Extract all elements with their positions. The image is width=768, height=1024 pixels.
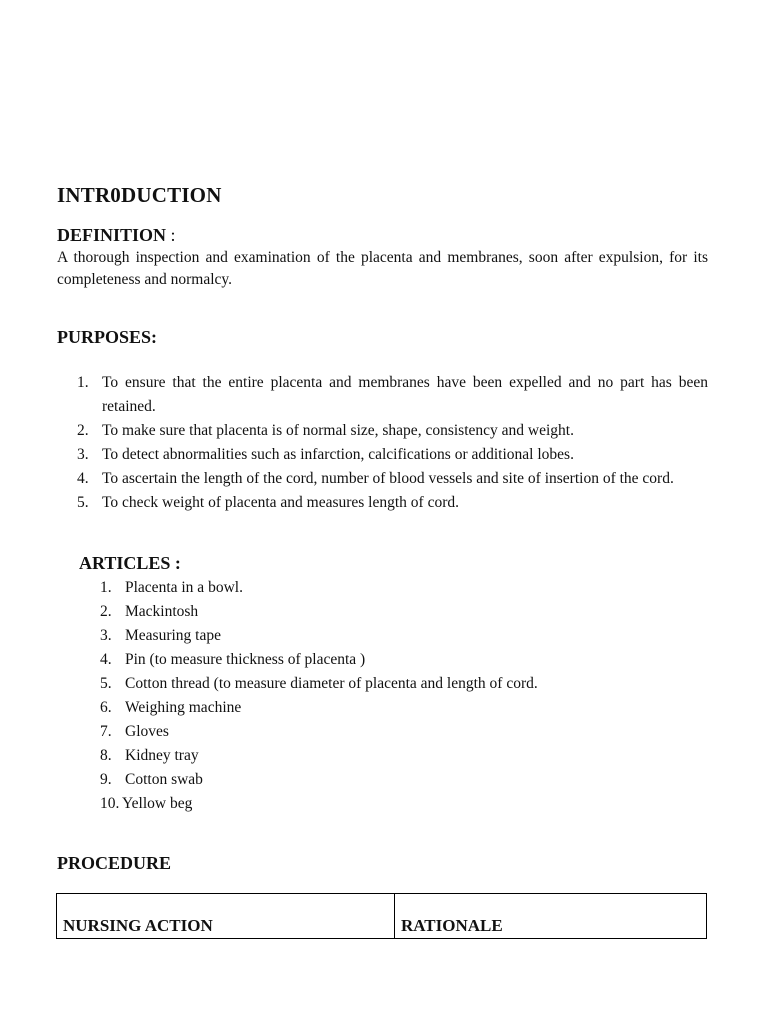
purpose-item [57,371,708,419]
purpose-text: To make sure that placenta is of normal size, shape, consistency and weight. [102,422,574,439]
procedure-table [56,893,707,939]
article-text: Cotton swab [125,771,203,788]
definition-text: A thorough inspection and examination of the placenta and membranes, soon after expulsion, for its completeness and normalcy. [57,249,708,288]
procedure-table-header-row [57,894,707,939]
article-text: Weighing machine [125,699,242,716]
article-text: Gloves [125,723,169,740]
purpose-item [57,467,708,491]
nursing-action-header: NURSING ACTION [57,894,395,939]
article-text: Kidney tray [125,747,199,764]
purpose-text: To ensure that the entire placenta and membranes have been expelled and no part has been retained. [102,374,708,415]
article-number: 8. [100,747,112,764]
articles-list [79,576,679,816]
definition-label: DEFINITION [57,225,167,245]
definition-colon: : [166,225,176,245]
purpose-item [57,443,708,467]
articles-heading: ARTICLES : [79,553,181,573]
purpose-number: 4. [77,470,89,487]
article-text: Measuring tape [125,627,221,644]
introduction-heading: INTR0DUCTION [57,183,222,207]
procedure-heading: PROCEDURE [57,853,172,873]
article-number: 2. [100,603,112,620]
article-number: 1. [100,579,112,596]
article-text: Yellow beg [122,795,193,812]
purpose-number: 1. [77,374,89,391]
article-number: 6. [100,699,112,716]
purposes-heading: PURPOSES: [57,327,158,347]
article-item [79,768,679,792]
article-number: 10. [100,795,120,812]
article-number: 7. [100,723,112,740]
purpose-number: 3. [77,446,89,463]
rationale-header: RATIONALE [395,894,707,939]
article-item [79,576,679,600]
purpose-number: 2. [77,422,89,439]
article-item [79,696,679,720]
article-text: Cotton thread (to measure diameter of placenta and length of cord. [125,675,538,692]
article-text: Mackintosh [125,603,199,620]
article-item [79,672,679,696]
purpose-item [57,491,708,515]
article-number: 5. [100,675,112,692]
article-number: 9. [100,771,112,788]
article-number: 3. [100,627,112,644]
definition-heading [57,225,176,246]
article-item [79,624,679,648]
article-number: 4. [100,651,112,668]
purpose-text: To ascertain the length of the cord, number of blood vessels and site of insertion of the cord. [102,470,674,487]
article-item [79,600,679,624]
purpose-text: To detect abnormalities such as infarction, calcifications or additional lobes. [102,446,574,463]
article-item [79,792,679,816]
purpose-item [57,419,708,443]
purpose-number: 5. [77,494,89,511]
article-item [79,720,679,744]
article-text: Pin (to measure thickness of placenta ) [125,651,366,668]
article-item [79,744,679,768]
article-item [79,648,679,672]
purposes-list [57,371,708,515]
article-text: Placenta in a bowl. [125,579,243,596]
purpose-text: To check weight of placenta and measures length of cord. [102,494,459,511]
